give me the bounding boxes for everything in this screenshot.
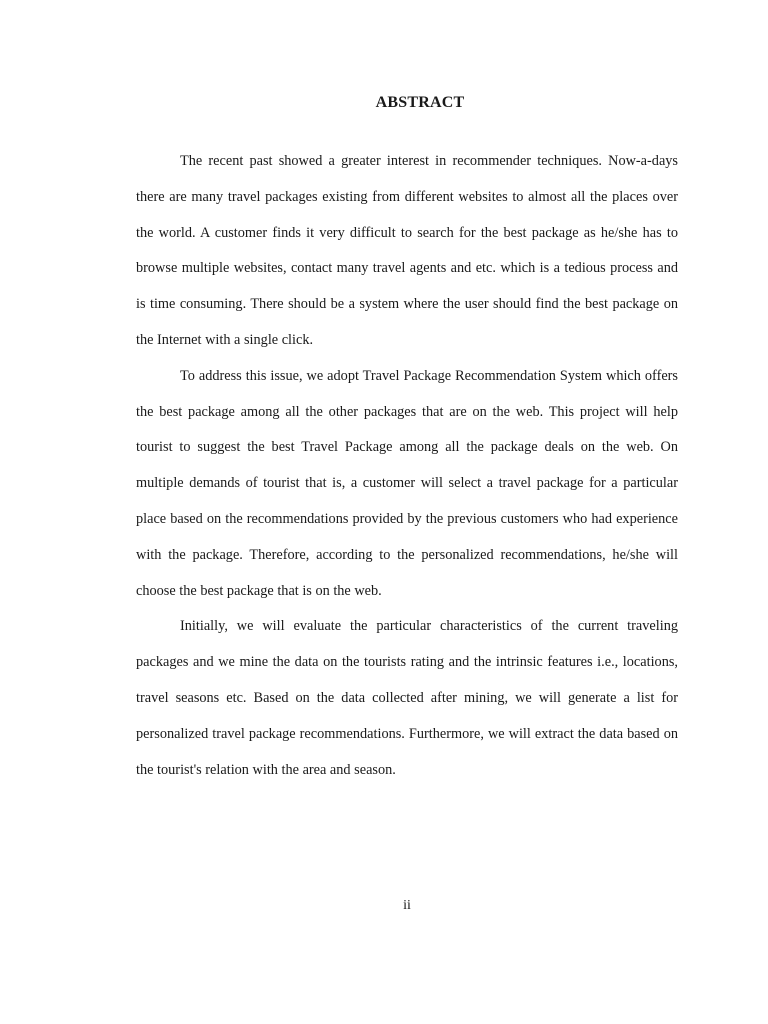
page-number: ii [403, 898, 411, 913]
abstract-body [136, 144, 678, 788]
abstract-paragraph-2: To address this issue, we adopt Travel Package Recommendation System which offers the best package among all the other packages that are on the web. This project will help tourist to suggest the best Travel Package among all the package deals on the web. On multiple demands of tourist that is, a customer will select a travel package for a particular place based on the recommendations provided by the previous customers who had experience with the package. Therefore, according to the personalized recommendations, he/she will choose the best package that is on the web. [136, 367, 678, 599]
page-title: ABSTRACT [375, 94, 465, 111]
abstract-paragraph-1: The recent past showed a greater interest in recommender techniques. Now-a-days there are many travel packages existing from different websites to almost all the places over the world. A customer finds it very difficult to search for the best package as he/she has to browse multiple websites, contact many travel agents and etc. which is a tedious process and is time consuming. There should be a system where the user should find the best package on the Internet with a single click. [136, 153, 678, 348]
abstract-paragraph-3: Initially, we will evaluate the particular characteristics of the current traveling packages and we mine the data on the tourists rating and the intrinsic features i.e., locations, travel seasons etc. Based on the data collected after mining, we will generate a list for personalized travel package recommendations. Furthermore, we will extract the data based on the tourist's relation with the area and season. [136, 618, 678, 778]
